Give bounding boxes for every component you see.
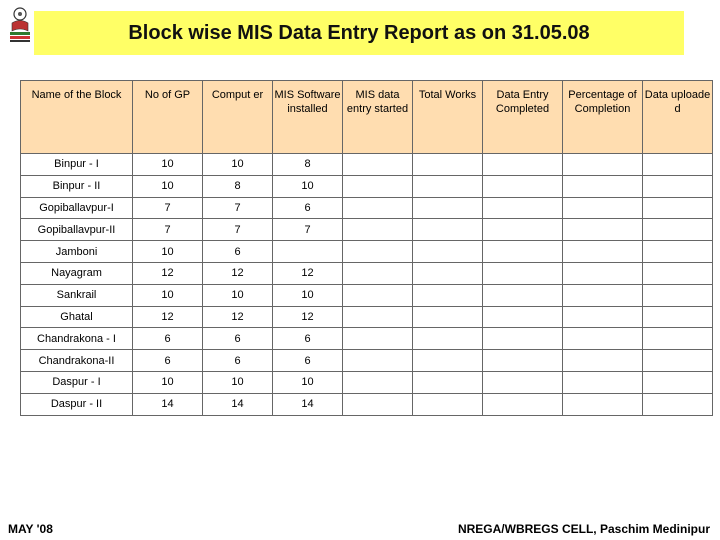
table-cell bbox=[413, 284, 483, 306]
emblem-icon bbox=[3, 3, 37, 47]
table-cell: 10 bbox=[273, 371, 343, 393]
table-cell: 10 bbox=[273, 175, 343, 197]
table-cell bbox=[343, 154, 413, 176]
table-row bbox=[21, 241, 713, 263]
table-cell: 12 bbox=[133, 306, 203, 328]
col-header-total-works: Total Works bbox=[413, 81, 483, 154]
table-cell bbox=[643, 219, 713, 241]
table-cell bbox=[563, 197, 643, 219]
table-row bbox=[21, 197, 713, 219]
table-cell: 10 bbox=[133, 241, 203, 263]
col-header-data-uploaded: Data uploade d bbox=[643, 81, 713, 154]
mis-report-table bbox=[20, 80, 713, 416]
table-cell bbox=[343, 328, 413, 350]
table-cell bbox=[343, 241, 413, 263]
table-cell bbox=[563, 175, 643, 197]
table-row bbox=[21, 306, 713, 328]
table-cell bbox=[343, 284, 413, 306]
table-cell bbox=[483, 175, 563, 197]
table-cell: 10 bbox=[133, 154, 203, 176]
block-name-cell: Jamboni bbox=[21, 241, 133, 263]
table-cell bbox=[413, 262, 483, 284]
block-name-cell: Chandrakona-II bbox=[21, 350, 133, 372]
table-cell bbox=[563, 154, 643, 176]
table-cell: 8 bbox=[273, 154, 343, 176]
table-cell bbox=[483, 219, 563, 241]
table-cell bbox=[643, 262, 713, 284]
table-cell bbox=[343, 306, 413, 328]
table-cell: 14 bbox=[203, 393, 273, 415]
table-cell: 6 bbox=[203, 350, 273, 372]
table-cell bbox=[483, 306, 563, 328]
table-row bbox=[21, 154, 713, 176]
table-cell: 10 bbox=[203, 154, 273, 176]
table-cell bbox=[413, 197, 483, 219]
table-cell: 7 bbox=[133, 197, 203, 219]
table-cell bbox=[343, 175, 413, 197]
table-cell bbox=[413, 393, 483, 415]
table-cell: 6 bbox=[273, 197, 343, 219]
table-cell bbox=[563, 306, 643, 328]
table-cell: 12 bbox=[133, 262, 203, 284]
table-cell: 7 bbox=[203, 197, 273, 219]
col-header-mis-software: MIS Software installed bbox=[273, 81, 343, 154]
table-cell bbox=[343, 262, 413, 284]
block-name-cell: Gopiballavpur-II bbox=[21, 219, 133, 241]
table-cell bbox=[343, 350, 413, 372]
table-cell bbox=[643, 197, 713, 219]
table-row bbox=[21, 371, 713, 393]
table-cell bbox=[563, 328, 643, 350]
table-cell: 6 bbox=[273, 350, 343, 372]
table-row bbox=[21, 393, 713, 415]
table-cell bbox=[563, 241, 643, 263]
table-cell bbox=[563, 284, 643, 306]
table-cell: 8 bbox=[203, 175, 273, 197]
table-cell: 7 bbox=[273, 219, 343, 241]
table-cell: 7 bbox=[133, 219, 203, 241]
col-header-block: Name of the Block bbox=[21, 81, 133, 154]
table-cell bbox=[643, 241, 713, 263]
table-cell: 10 bbox=[203, 371, 273, 393]
table-cell bbox=[413, 371, 483, 393]
table-cell bbox=[483, 371, 563, 393]
block-name-cell: Chandrakona - I bbox=[21, 328, 133, 350]
table-cell bbox=[483, 154, 563, 176]
col-header-no-of-gp: No of GP bbox=[133, 81, 203, 154]
table-row bbox=[21, 350, 713, 372]
table-cell: 12 bbox=[203, 262, 273, 284]
table-cell bbox=[413, 154, 483, 176]
table-cell bbox=[483, 284, 563, 306]
block-name-cell: Daspur - I bbox=[21, 371, 133, 393]
table-cell bbox=[413, 350, 483, 372]
page-title: Block wise MIS Data Entry Report as on 31.05.08 bbox=[34, 11, 684, 55]
table-row bbox=[21, 219, 713, 241]
table-row bbox=[21, 328, 713, 350]
block-name-cell: Nayagram bbox=[21, 262, 133, 284]
table-cell bbox=[343, 393, 413, 415]
table-cell bbox=[483, 393, 563, 415]
table-cell bbox=[483, 328, 563, 350]
block-name-cell: Binpur - I bbox=[21, 154, 133, 176]
table-cell bbox=[563, 371, 643, 393]
table-cell: 6 bbox=[133, 350, 203, 372]
table-cell bbox=[343, 371, 413, 393]
table-cell bbox=[563, 262, 643, 284]
table-cell bbox=[643, 175, 713, 197]
table-cell bbox=[413, 328, 483, 350]
col-header-computer: Comput er bbox=[203, 81, 273, 154]
table-cell bbox=[483, 350, 563, 372]
table-cell: 6 bbox=[273, 328, 343, 350]
table-cell: 10 bbox=[273, 284, 343, 306]
table-cell: 10 bbox=[133, 284, 203, 306]
table-cell bbox=[273, 241, 343, 263]
footer-date: MAY '08 bbox=[8, 522, 53, 536]
table-cell bbox=[643, 393, 713, 415]
table-cell bbox=[483, 241, 563, 263]
table-cell: 10 bbox=[133, 175, 203, 197]
table-cell bbox=[343, 197, 413, 219]
footer-organization: NREGA/WBREGS CELL, Paschim Medinipur bbox=[457, 522, 710, 536]
block-name-cell: Daspur - II bbox=[21, 393, 133, 415]
block-name-cell: Binpur - II bbox=[21, 175, 133, 197]
table-cell bbox=[343, 219, 413, 241]
table-cell: 10 bbox=[203, 284, 273, 306]
table-cell: 6 bbox=[203, 328, 273, 350]
table-cell bbox=[643, 284, 713, 306]
table-row bbox=[21, 175, 713, 197]
block-name-cell: Gopiballavpur-I bbox=[21, 197, 133, 219]
table-cell bbox=[643, 371, 713, 393]
table-cell: 14 bbox=[273, 393, 343, 415]
col-header-data-entry-completed: Data Entry Completed bbox=[483, 81, 563, 154]
table-cell bbox=[413, 306, 483, 328]
table-cell: 6 bbox=[203, 241, 273, 263]
table-cell bbox=[643, 350, 713, 372]
table-cell: 12 bbox=[203, 306, 273, 328]
table-cell bbox=[413, 241, 483, 263]
table-cell bbox=[563, 350, 643, 372]
table-cell bbox=[563, 219, 643, 241]
col-header-mis-data-entry: MIS data entry started bbox=[343, 81, 413, 154]
table-cell bbox=[413, 175, 483, 197]
table-row bbox=[21, 262, 713, 284]
block-name-cell: Sankrail bbox=[21, 284, 133, 306]
table-row bbox=[21, 284, 713, 306]
table-cell bbox=[643, 306, 713, 328]
table-cell bbox=[483, 197, 563, 219]
table-cell bbox=[563, 393, 643, 415]
table-cell: 6 bbox=[133, 328, 203, 350]
block-name-cell: Ghatal bbox=[21, 306, 133, 328]
table-cell bbox=[643, 328, 713, 350]
table-cell: 12 bbox=[273, 306, 343, 328]
table-cell: 7 bbox=[203, 219, 273, 241]
col-header-percentage: Percentage of Completion bbox=[563, 81, 643, 154]
table-cell: 10 bbox=[133, 371, 203, 393]
table-header-row bbox=[21, 81, 713, 154]
table-cell: 12 bbox=[273, 262, 343, 284]
table-cell bbox=[483, 262, 563, 284]
table-cell bbox=[643, 154, 713, 176]
table-cell bbox=[413, 219, 483, 241]
table-cell: 14 bbox=[133, 393, 203, 415]
